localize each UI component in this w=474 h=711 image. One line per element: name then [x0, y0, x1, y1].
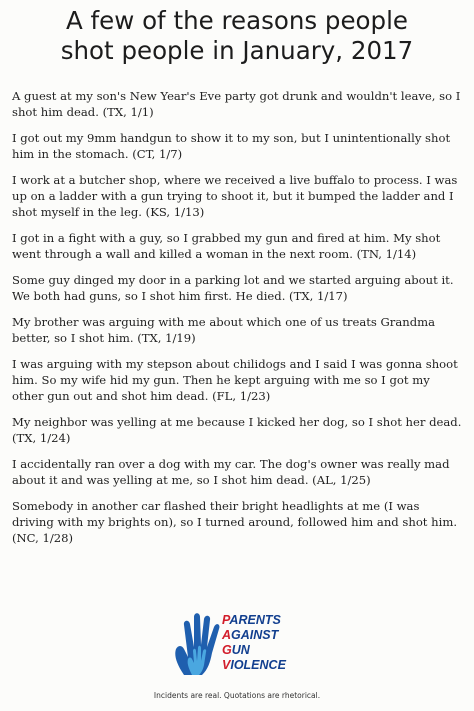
- title-line-2: shot people in January, 2017: [60, 36, 414, 65]
- incident-item: A guest at my son's New Year's Eve party got drunk and wouldn't leave, so I shot him dead. (TX, 1/1): [12, 89, 461, 119]
- incident-item: I accidentally ran over a dog with my car. The dog's owner was really mad about it and was yelling at me, so I shot him dead. (AL, 1/25): [12, 457, 450, 487]
- incident-item: Some guy dinged my door in a parking lot and we started arguing about it. We both had guns, so I shot him first. He died. (TX, 1/17): [12, 273, 454, 303]
- logo-text: PARENTS AGAINST GUN VIOLENCE: [222, 613, 286, 672]
- footer-note: Incidents are real. Quotations are rhetorical.: [153, 691, 321, 700]
- incident-item: I work at a butcher shop, where we received a live buffalo to process. I was up on a ladder with a gun trying to shoot it, but it bumped the ladder and I shot myself in the leg. (KS, 1/13): [12, 173, 458, 219]
- incident-item: I got in a fight with a guy, so I grabbed my gun and fired at him. My shot went through a wall and killed a woman in the next room. (TN, 1/14): [12, 231, 441, 261]
- incident-list: [12, 88, 464, 556]
- incident-item: My neighbor was yelling at me because I kicked her dog, so I shot her dead. (TX, 1/24): [12, 415, 462, 445]
- title-line-1: A few of the reasons people: [66, 6, 408, 35]
- parents-against-gun-violence-logo: [170, 611, 320, 677]
- incident-item: Somebody in another car flashed their bright headlights at me (I was driving with my brights on), so I turned around, followed him and shot him. (NC, 1/28): [12, 499, 458, 545]
- incident-item: I was arguing with my stepson about chilidogs and I said I was gonna shoot him. So my wife hid my gun. Then he kept arguing with me so I got my other gun out and shot him dead. (FL, 1/23): [12, 357, 458, 403]
- incident-item: I got out my 9mm handgun to show it to my son, but I unintentionally shot him in the stomach. (CT, 1/7): [12, 131, 451, 161]
- incident-item: My brother was arguing with me about which one of us treats Grandma better, so I shot him. (TX, 1/19): [12, 315, 436, 345]
- page-title: [0, 6, 474, 66]
